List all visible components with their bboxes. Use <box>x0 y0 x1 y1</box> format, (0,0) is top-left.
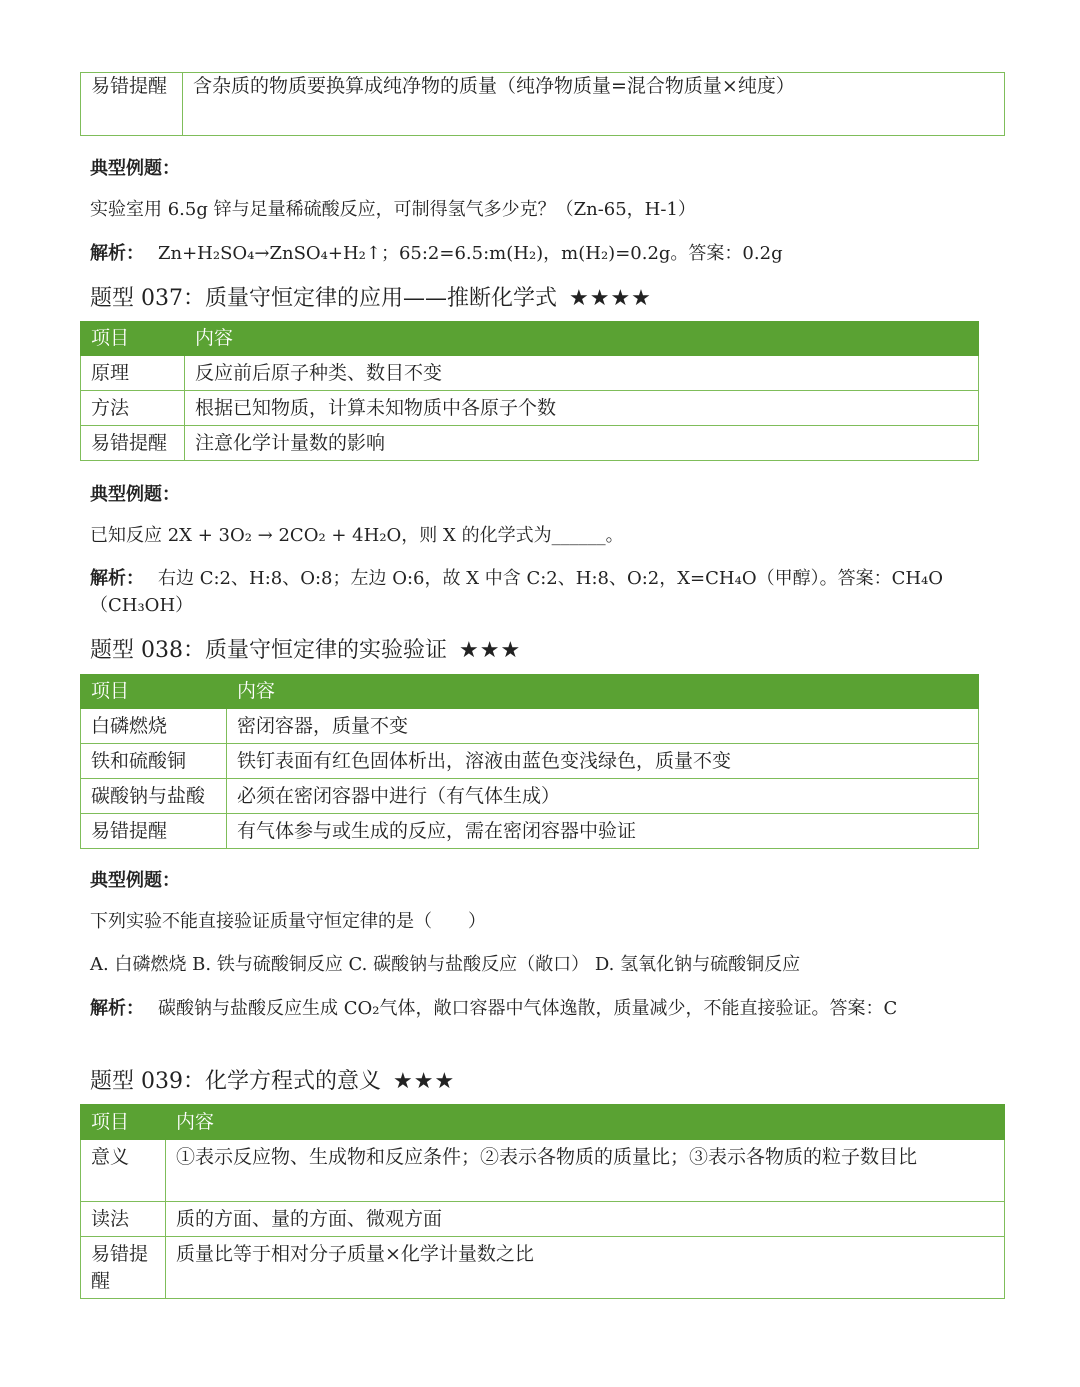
example-label: 典型例题： <box>90 870 180 891</box>
table-cell: 读法 <box>81 1202 166 1237</box>
table-cell: 反应前后原子种类、数目不变 <box>185 356 979 391</box>
table-header-cell: 内容 <box>185 322 979 356</box>
table-cell: 注意化学计量数的影响 <box>185 426 979 461</box>
table-cell: 铁钉表面有红色固体析出，溶液由蓝色变浅绿色，质量不变 <box>227 744 979 779</box>
table-039 <box>80 1104 1005 1299</box>
answer-text: Zn+H₂SO₄→ZnSO₄+H₂↑；65:2=6.5:m(H₂)，m(H₂)=0.2g。答案：0.2g <box>158 243 783 264</box>
table-cell: 必须在密闭容器中进行（有气体生成） <box>227 779 979 814</box>
answer-label: 解析： <box>90 243 144 264</box>
section-title <box>90 285 652 313</box>
example-question: 下列实验不能直接验证质量守恒定律的是（ ） <box>90 911 486 932</box>
answer-text: 右边 C:2、H:8、O:8；左边 O:6，故 X 中含 C:2、H:8、O:2，X=CH₄O（甲醇）。答案：CH₄O（CH₃OH） <box>90 568 944 616</box>
table-cell: 白磷燃烧 <box>81 709 227 744</box>
star-rating: ★★★ <box>393 1069 456 1094</box>
answer-label: 解析： <box>90 568 144 589</box>
table-cell: 质量比等于相对分子质量×化学计量数之比 <box>166 1237 1005 1299</box>
table-cell: 易错提醒 <box>81 1237 166 1299</box>
example-options: A. 白磷燃烧 B. 铁与硫酸铜反应 C. 碳酸钠与盐酸反应（敞口） D. 氢氧化钠与硫酸铜反应 <box>90 954 801 975</box>
table-header-cell: 内容 <box>166 1105 1005 1140</box>
example-answer <box>90 565 1010 619</box>
star-rating: ★★★★ <box>569 286 652 311</box>
table-cell: 易错提醒 <box>81 426 185 461</box>
section-title-text: 题型 038：质量守恒定律的实验验证 <box>90 638 447 663</box>
answer-label: 解析： <box>90 998 144 1019</box>
section-title <box>90 637 521 665</box>
example-label: 典型例题： <box>90 484 180 505</box>
table-header-cell: 项目 <box>81 1105 166 1140</box>
example-label: 典型例题： <box>90 158 180 179</box>
table-cell: 原理 <box>81 356 185 391</box>
table-cell: 方法 <box>81 391 185 426</box>
top-table <box>80 72 1005 136</box>
table-cell: 根据已知物质，计算未知物质中各原子个数 <box>185 391 979 426</box>
table-header-cell: 内容 <box>227 675 979 709</box>
table-cell-label: 易错提醒 <box>81 73 183 136</box>
table-cell: ①表示反应物、生成物和反应条件；②表示各物质的质量比；③表示各物质的粒子数目比 <box>166 1140 1005 1202</box>
table-cell-content: 含杂质的物质要换算成纯净物的质量（纯净物质量=混合物质量×纯度） <box>183 73 1005 136</box>
section-title <box>90 1068 455 1096</box>
example-question: 已知反应 2X + 3O₂ → 2CO₂ + 4H₂O，则 X 的化学式为______。 <box>90 525 624 546</box>
star-rating: ★★★ <box>459 638 522 663</box>
table-header-cell: 项目 <box>81 675 227 709</box>
table-cell: 易错提醒 <box>81 814 227 849</box>
table-037 <box>80 321 979 461</box>
table-cell: 铁和硫酸铜 <box>81 744 227 779</box>
table-cell: 有气体参与或生成的反应，需在密闭容器中验证 <box>227 814 979 849</box>
table-cell: 质的方面、量的方面、微观方面 <box>166 1202 1005 1237</box>
answer-text: 碳酸钠与盐酸反应生成 CO₂气体，敞口容器中气体逸散，质量减少，不能直接验证。答案：C <box>158 998 898 1019</box>
table-cell: 密闭容器，质量不变 <box>227 709 979 744</box>
table-cell: 意义 <box>81 1140 166 1202</box>
section-title-text: 题型 039：化学方程式的意义 <box>90 1069 381 1094</box>
table-038 <box>80 674 979 849</box>
table-cell: 碳酸钠与盐酸 <box>81 779 227 814</box>
example-answer <box>90 240 783 267</box>
table-header-cell: 项目 <box>81 322 185 356</box>
example-answer <box>90 995 1010 1022</box>
example-question: 实验室用 6.5g 锌与足量稀硫酸反应，可制得氢气多少克？（Zn-65，H-1） <box>90 199 696 220</box>
section-title-text: 题型 037：质量守恒定律的应用——推断化学式 <box>90 286 557 311</box>
